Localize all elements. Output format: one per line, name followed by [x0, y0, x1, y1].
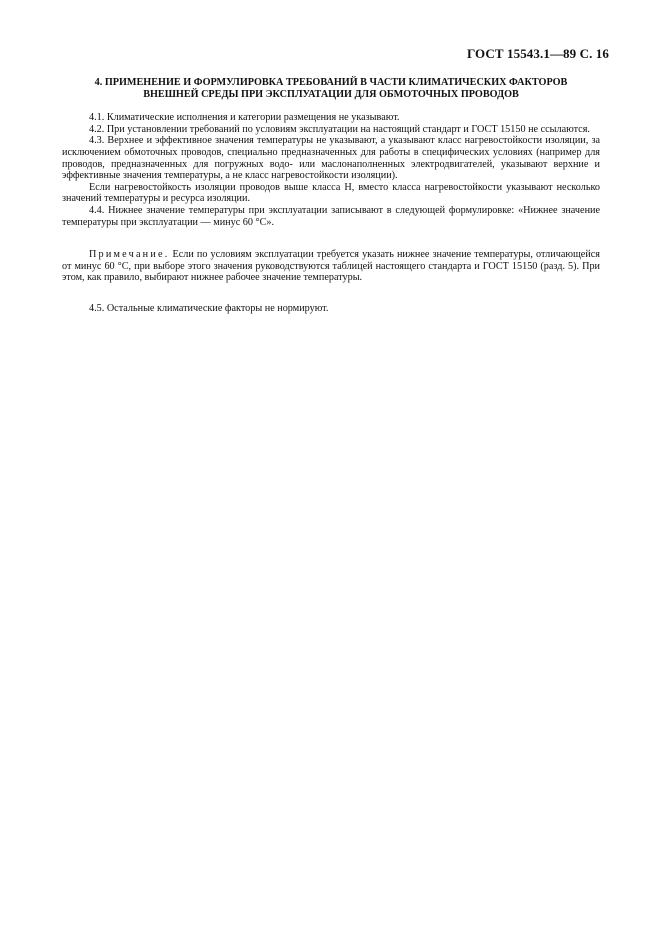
paragraph-4-1: 4.1. Климатические исполнения и категории размещения не указывают.: [89, 112, 400, 124]
paragraph-4-5: 4.5. Остальные климатические факторы не нормируют.: [89, 302, 329, 314]
page-header: ГОСТ 15543.1—89 С. 16: [466, 46, 609, 61]
document-body: [62, 77, 600, 315]
note-label: Примечание.: [89, 249, 170, 261]
section-title-line-2: ВНЕШНЕЙ СРЕДЫ ПРИ ЭКСПЛУАТАЦИИ ДЛЯ ОБМОТОЧНЫХ ПРОВОДОВ: [143, 88, 519, 100]
section-title: [62, 77, 600, 100]
paragraph-4-3-continued: Если нагревостойкость изоляции проводов выше класса Н, вместо класса нагревостойкости указывают несколько значений температуры и ресурса изоляции.: [62, 181, 600, 205]
paragraph-4-3: 4.3. Верхнее и эффективное значения температуры не указывают, а указывают класс нагревостойкости изоляции, за исключением обмоточных проводов, специально предназначенных для работы в специфических условиях (например для проводов, предназначенных для погружных водо- или маслонаполненных электродвигателей, указывают верхние и эффективные значения температуры, а не класс нагревостойкости изоляции).: [62, 135, 600, 182]
paragraph-4-2: 4.2. При установлении требований по условиям эксплуатации на настоящий стандарт и ГОСТ 15150 не ссылаются.: [89, 123, 590, 135]
section-title-line-1: 4. ПРИМЕНЕНИЕ И ФОРМУЛИРОВКА ТРЕБОВАНИЙ В ЧАСТИ КЛИМАТИЧЕСКИХ ФАКТОРОВ: [94, 77, 568, 88]
note: [62, 249, 600, 284]
paragraph-4-4: 4.4. Нижнее значение температуры при эксплуатации записывают в следующей формулировке: «Нижнее значение температуры при эксплуатации — минус 60 °С».: [62, 204, 600, 228]
note-text: Если по условиям эксплуатации требуется указать нижнее значение температуры, отличающейся от минус 60 °С, при выборе этого значения руководствуются таблицей настоящего стандарта и ГОСТ 15150 (разд. 5). При этом, как правило, выбирают нижнее рабочее значение температуры.: [62, 249, 600, 284]
